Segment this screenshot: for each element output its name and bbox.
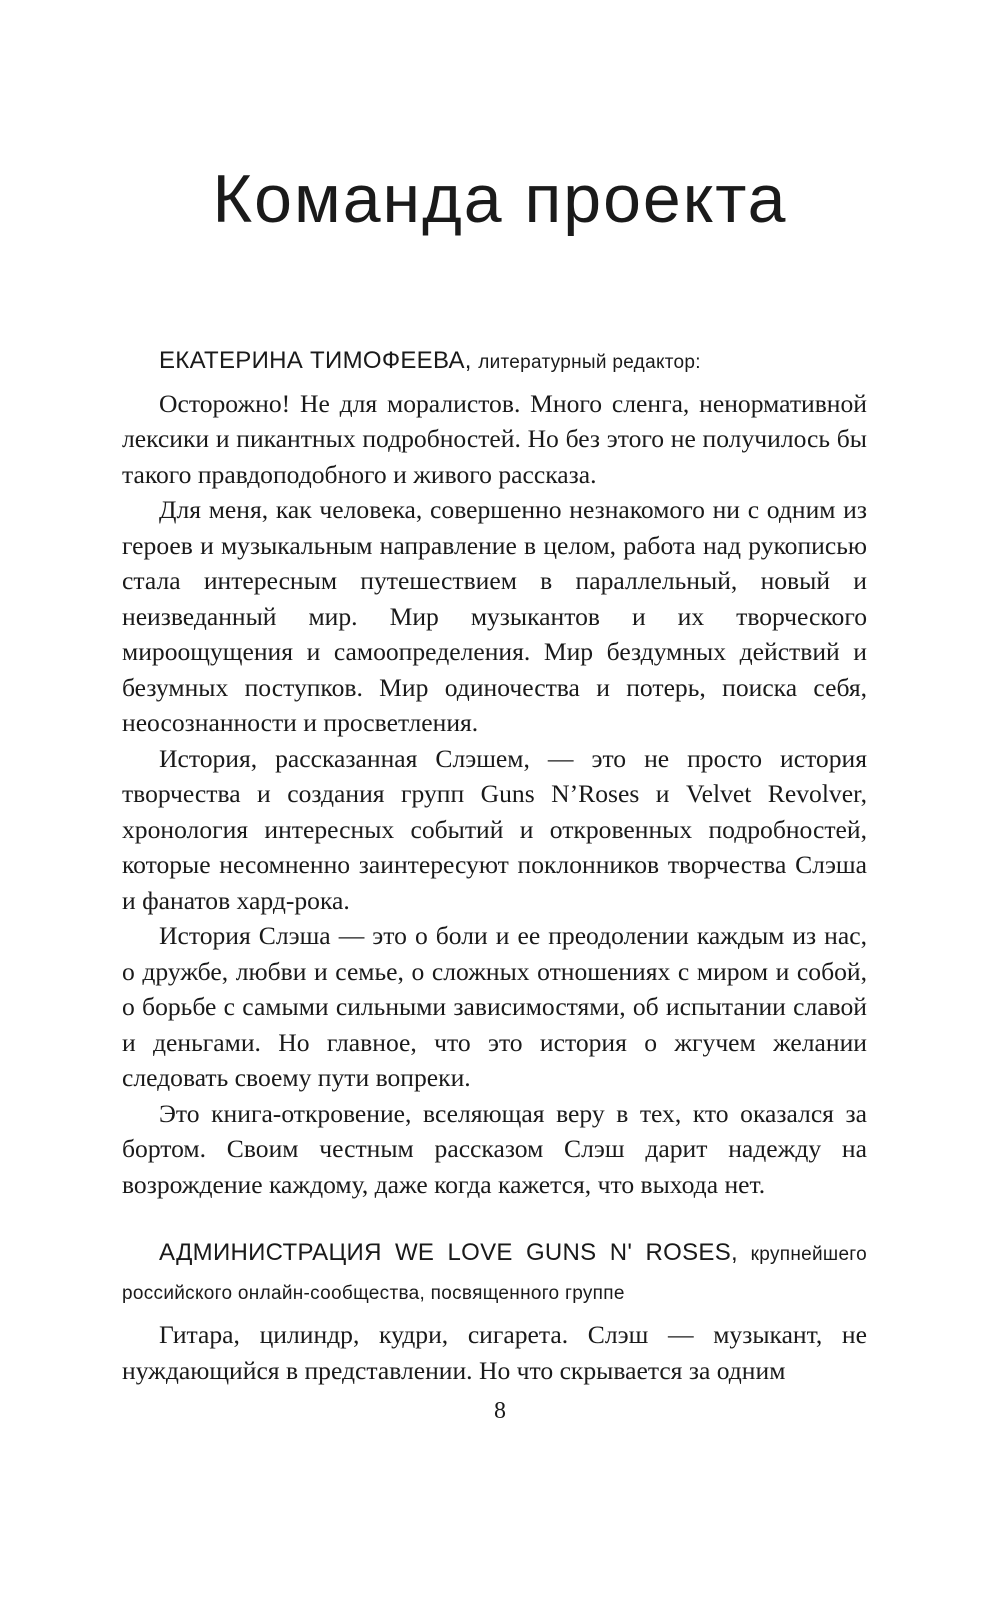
section-heading-administration [122,1234,867,1312]
paragraph: История, рассказанная Слэшем, — это не просто история творчества и создания групп Guns N’Roses и Velvet Revolver, хронология интересных событий и откровенных подробностей, которые несомненно заинтересуют поклонников творчества Слэша и фанатов хард-рока. [122,743,867,915]
paragraph: Это книга-откровение, вселяющая веру в тех, кто оказался за бортом. Своим честным рассказом Слэш дарит надежду на возрождение каждому, даже когда кажется, что выхода нет. [122,1098,867,1199]
editor-role: литературный редактор: [478,352,701,373]
editor-name: ЕКАТЕРИНА ТИМОФЕЕВА, [159,347,472,374]
administration-name: АДМИНИСТРАЦИЯ WE LOVE GUNS N' ROSES, [159,1239,738,1266]
paragraph: Для меня, как человека, совершенно незнакомого ни с одним из героев и музыкальным направление в целом, работа над рукописью стала интересным путешествием в параллельный, новый и неизведанный мир. Мир музыкантов и их творческого мироощущения и самоопределения. Мир бездумных действий и безумных поступков. Мир одиночества и потерь, поиска себя, неосознанности и просветления. [122,495,867,737]
page-title: Команда проекта [212,161,788,237]
paragraph: Осторожно! Не для моралистов. Много сленга, ненормативной лексики и пикантных подробностей. Но без этого не получилось бы такого правдоподобного и живого рассказа. [122,388,867,489]
administration-role: крупнейшего российского онлайн-сообщества, посвященного группе [122,1244,867,1304]
section-editor [122,342,867,1202]
section-administration [122,1234,867,1388]
paragraph: Гитара, цилиндр, кудри, сигарета. Слэш — музыкант, не нуждающийся в представлении. Но что скрывается за одним [122,1320,867,1385]
section-heading-editor [122,342,867,381]
page-number: 8 [494,1398,506,1424]
paragraph: История Слэша — это о боли и ее преодолении каждым из нас, о дружбе, любви и семье, о сложных отношениях с миром и собой, о борьбе с самыми сильными зависимостями, об испытании славой и деньгами. Но главное, что это история о жгучем желании следовать своему пути вопреки. [122,921,867,1092]
